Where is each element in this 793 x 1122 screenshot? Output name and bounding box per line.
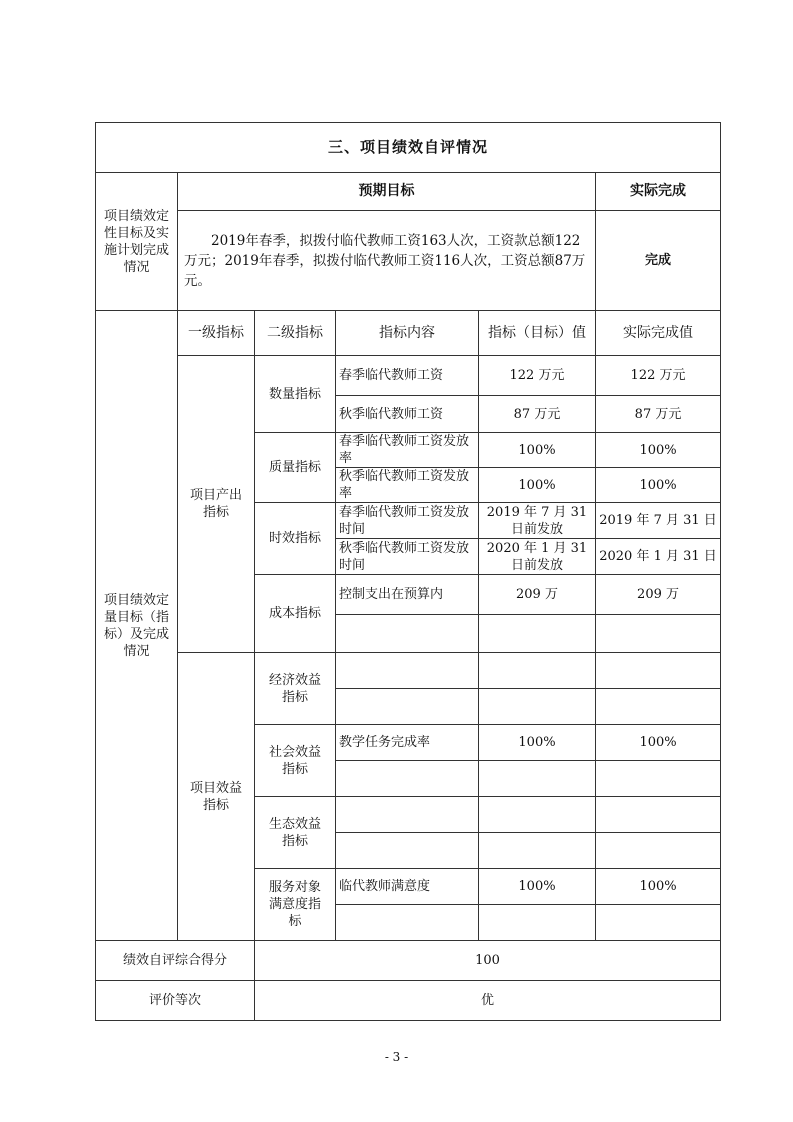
- content-cell: 控制支出在预算内: [336, 575, 479, 615]
- target-cell: [479, 761, 596, 797]
- actual-cell: [596, 689, 721, 725]
- level2-cell: 经济效益指标: [255, 653, 336, 725]
- target-cell: [479, 689, 596, 725]
- table-row: [96, 653, 721, 689]
- content-cell: 春季临代教师工资: [336, 356, 479, 396]
- target-cell: 122 万元: [479, 356, 596, 396]
- content-cell: [336, 615, 479, 653]
- content-cell: [336, 761, 479, 797]
- content-cell: 春季临代教师工资发放率: [336, 433, 479, 468]
- actual-cell: [596, 833, 721, 869]
- performance-table: [95, 122, 721, 1021]
- target-cell: [479, 615, 596, 653]
- actual-cell: 100%: [596, 468, 721, 503]
- content-cell: 春季临代教师工资发放时间: [336, 503, 479, 539]
- level2-cell: 成本指标: [255, 575, 336, 653]
- header-content: 指标内容: [336, 311, 479, 356]
- target-cell: 2020 年 1 月 31 日前发放: [479, 539, 596, 575]
- actual-text: 完成: [596, 211, 721, 311]
- actual-cell: 100%: [596, 869, 721, 905]
- content-cell: 教学任务完成率: [336, 725, 479, 761]
- level1-cell: 项目效益指标: [178, 653, 255, 941]
- target-cell: 2019 年 7 月 31 日前发放: [479, 503, 596, 539]
- content-cell: [336, 653, 479, 689]
- target-cell: [479, 797, 596, 833]
- header-level2: 二级指标: [255, 311, 336, 356]
- qualitative-label: 项目绩效定性目标及实施计划完成情况: [96, 173, 178, 311]
- content-cell: [336, 797, 479, 833]
- page-number: - 3 -: [384, 1050, 409, 1064]
- expected-text: 2019年春季，拟拨付临代教师工资163人次，工资款总额122万元；2019年春季，拟拨付临代教师工资116人次，工资总额87万元。: [178, 211, 596, 311]
- content-cell: [336, 833, 479, 869]
- actual-cell: 100%: [596, 433, 721, 468]
- actual-cell: [596, 653, 721, 689]
- level1-cell: 项目产出指标: [178, 356, 255, 653]
- level2-cell: 时效指标: [255, 503, 336, 575]
- target-cell: 87 万元: [479, 396, 596, 433]
- content-cell: 秋季临代教师工资: [336, 396, 479, 433]
- header-actual: 实际完成值: [596, 311, 721, 356]
- header-target: 指标（目标）值: [479, 311, 596, 356]
- content-cell: 秋季临代教师工资发放率: [336, 468, 479, 503]
- actual-header: 实际完成: [596, 173, 721, 211]
- actual-cell: 122 万元: [596, 356, 721, 396]
- content-cell: 秋季临代教师工资发放时间: [336, 539, 479, 575]
- actual-cell: 2020 年 1 月 31 日: [596, 539, 721, 575]
- level2-cell: 服务对象满意度指标: [255, 869, 336, 941]
- quantitative-label: 项目绩效定量目标（指标）及完成情况: [96, 311, 178, 941]
- expected-header: 预期目标: [178, 173, 596, 211]
- table-row: [96, 356, 721, 396]
- actual-cell: [596, 615, 721, 653]
- target-cell: 209 万: [479, 575, 596, 615]
- grade-value: 优: [255, 981, 721, 1021]
- target-cell: 100%: [479, 433, 596, 468]
- target-cell: [479, 653, 596, 689]
- score-value: 100: [255, 941, 721, 981]
- actual-cell: [596, 905, 721, 941]
- content-cell: [336, 689, 479, 725]
- content-cell: 临代教师满意度: [336, 869, 479, 905]
- header-level1: 一级指标: [178, 311, 255, 356]
- level2-cell: 生态效益指标: [255, 797, 336, 869]
- level2-cell: 质量指标: [255, 433, 336, 503]
- actual-cell: [596, 797, 721, 833]
- target-cell: 100%: [479, 869, 596, 905]
- actual-cell: 100%: [596, 725, 721, 761]
- actual-cell: [596, 761, 721, 797]
- actual-cell: 209 万: [596, 575, 721, 615]
- actual-cell: 2019 年 7 月 31 日: [596, 503, 721, 539]
- target-cell: 100%: [479, 468, 596, 503]
- actual-cell: 87 万元: [596, 396, 721, 433]
- grade-label: 评价等次: [96, 981, 255, 1021]
- level2-cell: 社会效益指标: [255, 725, 336, 797]
- target-cell: [479, 905, 596, 941]
- content-cell: [336, 905, 479, 941]
- section-title: 三、项目绩效自评情况: [96, 123, 721, 173]
- score-label: 绩效自评综合得分: [96, 941, 255, 981]
- target-cell: 100%: [479, 725, 596, 761]
- target-cell: [479, 833, 596, 869]
- level2-cell: 数量指标: [255, 356, 336, 433]
